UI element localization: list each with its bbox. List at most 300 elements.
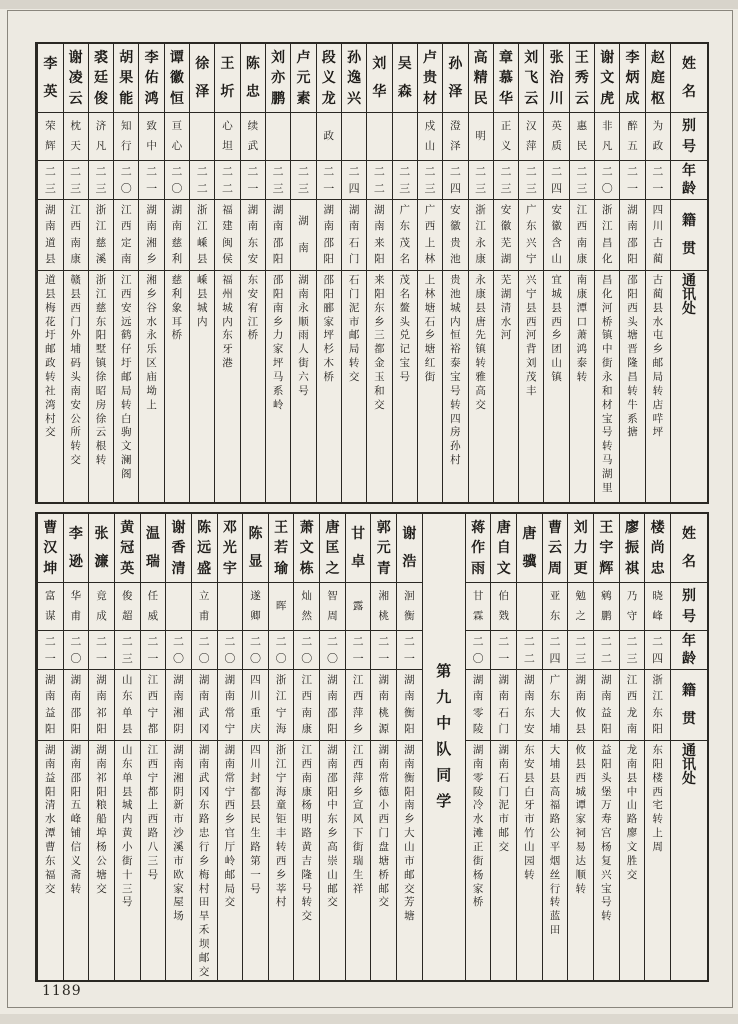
entry-address-char: 隆 — [627, 357, 638, 370]
entry-age-char: 二 — [297, 164, 309, 178]
entry-address-char: 湖 — [601, 468, 613, 481]
entry-age — [317, 161, 341, 200]
entry-age-char: 二 — [424, 164, 436, 178]
entry-age-char: 四 — [449, 181, 461, 195]
entry-name-char: 曹 — [43, 519, 58, 536]
entry-address-char: 杨 — [96, 841, 107, 854]
entry-address-char: 塘 — [96, 868, 107, 881]
entry-address-char: 四 — [250, 744, 261, 756]
header-name-char: 名 — [682, 83, 696, 100]
entry-age — [215, 161, 239, 200]
entry-age-char: 三 — [424, 181, 436, 195]
entry-address-char: 潭 — [576, 301, 588, 314]
entry-address-char: 湖 — [327, 744, 338, 756]
entry-address-char: 交 — [96, 882, 107, 895]
entry-age — [646, 161, 670, 200]
entry-alias-char: 甘 — [472, 589, 484, 602]
entry-age-char: 二 — [249, 634, 261, 648]
entry-age-char: 二 — [323, 164, 335, 178]
entry-address-char: 宜 — [551, 274, 562, 286]
entry-address-char: 乡 — [404, 813, 415, 826]
entry-alias-char: 成 — [96, 609, 107, 622]
entry-address-char: 社 — [45, 384, 56, 397]
entry-age — [192, 631, 217, 670]
entry-address-char: 昌 — [601, 274, 613, 286]
entry-address-char: 江 — [301, 744, 313, 756]
entry-name-char: 川 — [549, 90, 564, 107]
entry-origin-char: 西 — [70, 220, 81, 233]
entry-name — [544, 44, 568, 113]
entry-name — [342, 44, 366, 113]
entry-address-char: 桥 — [378, 868, 390, 881]
entry-address-char: 玉 — [374, 371, 385, 384]
entry-origin — [469, 200, 493, 271]
entry-age-char: 一 — [44, 651, 56, 665]
entry-address-char: 内 — [222, 315, 233, 328]
entry-address-char: 东 — [374, 301, 385, 314]
entry-age-char: 〇 — [326, 651, 338, 665]
entry-column — [516, 514, 542, 980]
entry-address-char: 邵 — [327, 771, 338, 784]
entry-address-char: 寿 — [601, 813, 612, 826]
entry-address-char: 茂 — [399, 274, 410, 286]
entry-origin — [570, 200, 594, 271]
entry-address-char: 德 — [378, 785, 390, 798]
entry-address-char: 山 — [121, 744, 133, 756]
entry-name-char: 远 — [197, 540, 212, 556]
entry-age-char: 二 — [449, 164, 461, 178]
entry-alias — [517, 583, 542, 631]
entry-address-char: 芜 — [500, 274, 512, 286]
entry-age — [64, 161, 88, 200]
entry-alias-char: 戣 — [498, 609, 509, 622]
entry-origin — [491, 670, 516, 741]
entry-alias-char: 鹏 — [601, 609, 612, 622]
entry-alias — [620, 583, 645, 631]
entry-name-char: 秀 — [574, 70, 589, 86]
entry-address-char: 风 — [352, 813, 364, 826]
entry-address-char: 牙 — [524, 799, 535, 812]
entry-alias — [165, 113, 189, 161]
entry-age — [469, 161, 493, 200]
entry-address-char: 六 — [298, 371, 309, 384]
entry-name-char: 泽 — [195, 83, 210, 100]
entry-age — [89, 631, 114, 670]
entry-age-char: 〇 — [301, 651, 313, 665]
entry-address-char: 坪 — [272, 357, 284, 370]
entry-address-char: 冈 — [198, 785, 210, 798]
entry-address-char: 城 — [121, 799, 133, 812]
entry-address-char: 邵 — [272, 274, 284, 286]
entry-name-char: 清 — [171, 560, 186, 577]
entry-address-char: 江 — [352, 744, 364, 756]
entry-address-char: 牛 — [627, 398, 638, 411]
entry-address — [190, 271, 214, 502]
entry-origin-char: 南 — [601, 690, 612, 703]
entry-origin-char: 南 — [575, 690, 586, 703]
entry-address-char: 贵 — [450, 274, 461, 286]
entry-alias-char: 山 — [424, 139, 436, 152]
entry-address — [141, 741, 166, 980]
entry-address-char: 所 — [70, 426, 81, 439]
entry-name-char: 张 — [549, 49, 564, 66]
entry-column — [366, 44, 391, 502]
entry-alias — [595, 113, 619, 161]
entry-origin — [595, 200, 619, 271]
entry-address-char: 三 — [374, 329, 385, 342]
entry-name-char: 英 — [43, 83, 58, 100]
entry-address-char: 安 — [247, 287, 259, 300]
entry-column — [290, 44, 315, 502]
entry-origin-char: 湖 — [498, 673, 509, 686]
header-age-char: 年 — [682, 163, 696, 180]
entry-address-char: 街 — [298, 357, 309, 370]
entry-address-char: 南 — [70, 757, 82, 770]
entry-age-char: 二 — [196, 181, 208, 195]
entry-origin — [218, 670, 243, 741]
entry-alias-char: 华 — [70, 589, 82, 602]
entry-origin-char: 广 — [549, 673, 561, 686]
entry-address-char: 转 — [275, 841, 287, 854]
entry-address-char: 浙 — [95, 274, 107, 286]
entry-address-char: 河 — [601, 301, 613, 314]
entry-origin-char: 徽 — [500, 220, 512, 233]
entry-address-char: 湾 — [45, 398, 56, 411]
entry-address-char: 交 — [475, 398, 486, 411]
entry-origin — [89, 670, 114, 741]
entry-name-char: 枢 — [650, 90, 665, 107]
entry-address-char: 达 — [575, 854, 586, 867]
entry-address-char: 湖 — [173, 744, 184, 756]
entry-address — [519, 271, 543, 502]
entry-origin-char: 南 — [626, 723, 638, 736]
entry-age-char: 二 — [472, 634, 484, 648]
separator-label-char: 学 — [436, 792, 452, 810]
entry-name-char: 吴 — [397, 56, 412, 73]
entry-address-char: 市 — [173, 854, 184, 867]
entry-column — [644, 514, 670, 980]
entry-address-char: 水 — [500, 315, 512, 328]
entry-name-char: 炳 — [625, 70, 640, 86]
entry-address-char: 头 — [399, 315, 410, 328]
entry-address-char: 鸿 — [576, 343, 588, 356]
entry-origin-char: 南 — [96, 690, 107, 703]
header-name-char: 姓 — [682, 56, 696, 73]
entry-address-char: 康 — [576, 287, 588, 300]
entry-address-char: 清 — [500, 301, 512, 314]
entry-age — [38, 631, 63, 670]
entry-origin-char: 浙 — [601, 203, 613, 216]
entry-age-char: 二 — [348, 164, 360, 178]
entry-address-char: 行 — [198, 841, 210, 854]
entry-column — [240, 44, 265, 502]
separator-label-char: 同 — [436, 766, 452, 784]
entry-address — [165, 271, 189, 502]
entry-address-char: 西 — [147, 813, 159, 826]
entry-alias — [215, 113, 239, 161]
entry-name-char: 王 — [220, 56, 235, 73]
entry-origin — [543, 670, 568, 741]
entry-name — [646, 44, 670, 113]
entry-alias-char: 戍 — [424, 119, 436, 132]
entry-age — [241, 161, 265, 200]
entry-name — [367, 44, 391, 113]
entry-origin-char: 浙 — [652, 673, 663, 686]
entry-address-char: 湖 — [96, 744, 107, 756]
entry-name — [64, 44, 88, 113]
entry-origin-char: 阳 — [627, 253, 638, 266]
separator-column — [422, 514, 465, 980]
entry-age — [114, 161, 138, 200]
entry-age-char: 〇 — [249, 651, 261, 665]
entry-origin-char: 江 — [95, 220, 107, 233]
entry-alias-char: 露 — [352, 599, 364, 612]
entry-address-char: 湖 — [44, 744, 56, 756]
entry-origin-char: 永 — [475, 236, 486, 249]
entry-address-char: 祁 — [96, 771, 107, 784]
entry-alias-char: 超 — [121, 609, 133, 622]
entry-alias — [89, 583, 114, 631]
entry-address — [38, 741, 63, 980]
entry-name-char: 瑜 — [274, 560, 289, 577]
entry-address-char: 昌 — [627, 371, 638, 384]
entry-address — [317, 271, 341, 502]
entry-origin-char: 江 — [70, 203, 81, 216]
entry-age-char: 二 — [373, 164, 385, 178]
entry-address-char: 码 — [70, 357, 81, 370]
entry-age — [342, 161, 366, 200]
entry-address-char: 船 — [96, 813, 107, 826]
entry-alias-char: 甫 — [198, 609, 210, 622]
entry-name-char: 治 — [549, 70, 564, 86]
entry-address-char: 竹 — [524, 827, 535, 840]
entry-address-char: 街 — [601, 357, 613, 370]
entry-age-char: 二 — [403, 634, 415, 648]
entry-address-char: 湘 — [146, 274, 157, 286]
entry-origin-char: 南 — [70, 690, 82, 703]
entry-age-char: 二 — [373, 181, 385, 195]
entry-address-char: 泥 — [498, 799, 509, 812]
entry-address-char: 杨 — [301, 799, 313, 812]
header-name — [671, 514, 707, 583]
entry-address-char: 阳 — [272, 287, 284, 300]
entry-origin-char: 江 — [301, 673, 313, 686]
entry-alias — [646, 113, 670, 161]
entry-name — [346, 514, 371, 583]
entry-address-char: 号 — [399, 371, 410, 384]
entry-origin-char: 江 — [352, 673, 364, 686]
header-column — [670, 44, 707, 502]
entry-age — [218, 631, 243, 670]
entry-origin-char: 县 — [575, 723, 586, 736]
entry-address-char: 转 — [45, 371, 56, 384]
entry-address-char: 家 — [173, 882, 184, 895]
entry-address-char: 乡 — [424, 329, 436, 342]
entry-address-char: 大 — [549, 744, 561, 756]
entry-address-char: 乐 — [146, 343, 157, 356]
entry-address-char: 武 — [198, 771, 210, 784]
entry-address-char: 福 — [222, 274, 233, 286]
entry-column — [138, 44, 163, 502]
entry-origin — [243, 670, 268, 741]
entry-address-char: 福 — [44, 868, 56, 881]
entry-alias-char: 亘 — [171, 119, 183, 132]
entry-address-char: 石 — [498, 771, 509, 784]
entry-origin-char: 贵 — [450, 236, 461, 249]
entry-name — [594, 514, 619, 583]
entry-address-char: 乡 — [327, 827, 338, 840]
entry-origin — [241, 200, 265, 271]
entry-address-char: 宁 — [147, 771, 159, 784]
entry-alias-char: 晖 — [275, 599, 287, 612]
entry-origin — [215, 200, 239, 271]
entry-address-char: 埔 — [549, 757, 561, 770]
entry-alias-char: 致 — [146, 119, 157, 132]
header-origin — [671, 670, 707, 741]
entry-age-char: 一 — [498, 651, 510, 665]
header-age — [671, 631, 707, 670]
entry-name-char: 云 — [68, 90, 83, 107]
entry-alias — [346, 583, 371, 631]
entry-address-char: 雅 — [475, 371, 486, 384]
entry-name-char: 元 — [296, 70, 311, 86]
entry-address-char: 水 — [44, 813, 56, 826]
entry-origin-char: 埔 — [549, 723, 561, 736]
entry-address-char: 县 — [551, 301, 562, 314]
entry-origin — [115, 670, 140, 741]
entry-address-char: 白 — [121, 412, 132, 425]
entry-address — [266, 271, 290, 502]
entry-origin-char: 福 — [222, 203, 233, 216]
entry-address-char: 中 — [626, 785, 638, 798]
entry-address-char: 忠 — [198, 827, 210, 840]
entry-address-char: 康 — [475, 287, 486, 300]
entry-name — [466, 514, 491, 583]
entry-address-char: 周 — [652, 841, 663, 854]
entry-address-char: 唐 — [475, 315, 486, 328]
entry-name-char: 宇 — [222, 560, 237, 577]
entry-address-char: 西 — [575, 771, 586, 784]
entry-address-char: 下 — [352, 827, 364, 840]
entry-origin-char: 西 — [121, 220, 132, 233]
entry-address-char: 山 — [626, 799, 638, 812]
entry-alias-char: 智 — [327, 589, 338, 602]
entry-address-char: 正 — [472, 841, 484, 854]
entry-address — [544, 271, 568, 502]
entry-alias-char: 立 — [198, 589, 210, 602]
entry-name-char: 裘 — [93, 49, 108, 66]
entry-name-char: 振 — [625, 540, 640, 556]
entry-column — [370, 514, 396, 980]
entry-name-char: 能 — [119, 90, 134, 107]
entry-address-char: 县 — [526, 301, 537, 314]
entry-name-char: 浩 — [402, 553, 417, 570]
header-origin-char: 籍 — [682, 213, 696, 229]
entry-address-char: 乡 — [146, 287, 157, 300]
entry-age — [190, 161, 214, 200]
entry-alias-char: 霖 — [472, 609, 484, 622]
entry-address-char: 交 — [374, 398, 385, 411]
entry-address-char: 乡 — [352, 785, 364, 798]
entry-address-char: 转 — [627, 384, 638, 397]
entry-address-char: 阳 — [374, 287, 385, 300]
entry-address-char: 公 — [549, 827, 561, 840]
entry-address — [466, 741, 491, 980]
entry-address-char: 南 — [404, 757, 415, 770]
entry-address-char: 阳 — [601, 757, 612, 770]
entry-alias — [393, 113, 417, 161]
entry-address-char: 圩 — [121, 357, 132, 370]
entry-age-char: 二 — [272, 164, 284, 178]
entry-address-char: 家 — [323, 315, 335, 328]
entry-address-char: 名 — [399, 287, 410, 300]
entry-address — [215, 271, 239, 502]
entry-age-char: 二 — [301, 634, 313, 648]
entry-name-char: 邓 — [222, 519, 237, 536]
entry-origin-char: 建 — [222, 220, 233, 233]
entry-address-char: 交 — [626, 868, 638, 881]
entry-address-char: 顺 — [575, 868, 586, 881]
entry-name — [418, 44, 442, 113]
entry-address-char: 行 — [549, 882, 561, 895]
entry-alias-char: 谋 — [44, 609, 56, 622]
entry-address-char: 马 — [272, 371, 284, 384]
entry-address-char: 曹 — [44, 841, 56, 854]
entry-origin-char: 湖 — [378, 673, 390, 686]
entry-origin-char: 池 — [450, 253, 461, 266]
entry-age — [294, 631, 319, 670]
entry-address-char: 陵 — [472, 785, 484, 798]
entry-origin-char: 南 — [272, 220, 284, 233]
entry-address-char: 交 — [45, 426, 56, 439]
entry-address-char: 转 — [575, 882, 586, 895]
entry-age-char: 二 — [378, 634, 390, 648]
entry-address-char: 湖 — [500, 287, 512, 300]
header-address-char: 讯 — [682, 757, 696, 773]
entry-address-char: 古 — [652, 274, 664, 286]
entry-origin-char: 南 — [301, 706, 313, 719]
entry-age-char: 二 — [475, 164, 487, 178]
entry-origin — [393, 200, 417, 271]
entry-age — [243, 631, 268, 670]
entry-address-char: 阁 — [121, 468, 132, 481]
entry-address — [469, 271, 493, 502]
entry-address-char: 官 — [224, 827, 236, 840]
entry-address-char: 桥 — [323, 371, 335, 384]
entry-address-char: 岭 — [272, 398, 284, 411]
entry-address-char: 区 — [146, 357, 157, 370]
entry-address-char: 花 — [45, 315, 56, 328]
entry-age — [139, 161, 163, 200]
entry-origin-char: 徽 — [450, 220, 461, 233]
entry-name-char: 孙 — [347, 49, 362, 66]
entry-origin-char: 单 — [121, 706, 133, 719]
entry-address-char: 交 — [378, 896, 390, 909]
entry-address-char: 蔺 — [652, 287, 664, 300]
header-age — [671, 161, 707, 200]
entry-address-char: 粮 — [96, 799, 107, 812]
entry-address-char: 兴 — [601, 868, 612, 881]
entry-name-char: 俊 — [93, 90, 108, 107]
entry-address-char: 十 — [121, 868, 133, 881]
entry-origin — [466, 670, 491, 741]
entry-name-char: 周 — [548, 560, 563, 577]
entry-alias — [466, 583, 491, 631]
entry-name-char: 华 — [498, 90, 513, 107]
entry-alias-char: 鹓 — [601, 589, 612, 602]
entry-age-char: 二 — [600, 634, 612, 648]
entry-origin-char: 武 — [198, 706, 210, 719]
